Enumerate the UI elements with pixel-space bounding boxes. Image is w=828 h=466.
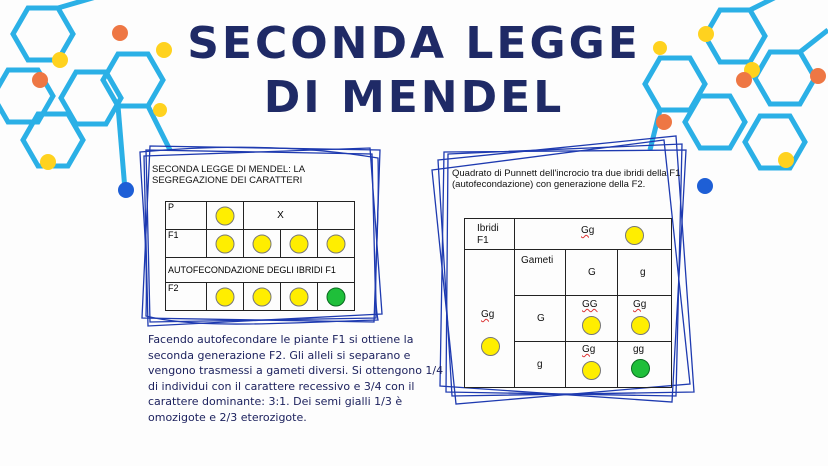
p-label: P <box>166 202 207 230</box>
f1-label: F1 <box>166 230 207 258</box>
yellow-seed-icon <box>582 361 601 380</box>
yellow-seed-icon <box>582 316 601 335</box>
col-gamete-1: G <box>588 267 596 278</box>
cell-Gg-2: Gg <box>582 344 596 355</box>
row-gamete-1: G <box>537 313 545 324</box>
table-row-autofecondazione <box>166 258 355 283</box>
yellow-seed-icon <box>481 337 500 356</box>
yellow-seed-icon <box>216 287 235 306</box>
left-genotype: Gg <box>481 309 495 320</box>
page-title-line1: SECONDA LEGGE <box>187 18 641 69</box>
autofecondazione-label: AUTOFECONDAZIONE DEGLI IBRIDI F1 <box>166 258 355 283</box>
explanation-paragraph: Facendo autofecondare le piante F1 si ottiene la seconda generazione F2. Gli alleli si separano e vengono trasmessi a gameti diversi. Si ottengono 1/4 di individui con il carattere recessivo e 3/4 con il carattere dominante: 3:1. Dei semi gialli 1/3 è omozigote e 2/3 eterozigote. <box>148 333 444 424</box>
top-genotype: Gg <box>581 225 595 236</box>
yellow-seed-icon <box>290 234 309 253</box>
green-seed-icon <box>327 287 346 306</box>
gameti-label: Gameti <box>521 255 554 266</box>
table-row-f2 <box>166 283 355 311</box>
yellow-seed-icon <box>253 234 272 253</box>
cell-gg: gg <box>633 344 645 355</box>
yellow-seed-icon <box>327 234 346 253</box>
row-gamete-2: g <box>537 359 543 370</box>
green-seed-icon <box>631 359 650 378</box>
table-row-f1 <box>166 230 355 258</box>
yellow-seed-icon <box>216 206 235 225</box>
yellow-seed-icon <box>625 226 644 245</box>
table-row-p <box>166 202 355 230</box>
page-title-line2: DI MENDEL <box>263 72 565 123</box>
segregation-table <box>165 201 355 311</box>
yellow-seed-icon <box>631 316 650 335</box>
punnett-square <box>464 218 672 388</box>
cell-GG: GG <box>582 299 598 310</box>
right-panel-heading: Quadrato di Punnett dell'incrocio tra due ibridi della F1 (autofecondazione) con generazione della F2. <box>452 168 681 190</box>
left-panel-heading: SECONDA LEGGE DI MENDEL: LA SEGREGAZIONE DEI CARATTERI <box>152 164 305 186</box>
f2-label: F2 <box>166 283 207 311</box>
col-gamete-2: g <box>640 267 646 278</box>
yellow-seed-icon <box>290 287 309 306</box>
cross-symbol: X <box>244 202 318 230</box>
yellow-seed-icon <box>216 234 235 253</box>
ibridi-f1-label: Ibridi F1 <box>477 223 499 246</box>
cell-Gg-1: Gg <box>633 299 647 310</box>
yellow-seed-icon <box>253 287 272 306</box>
